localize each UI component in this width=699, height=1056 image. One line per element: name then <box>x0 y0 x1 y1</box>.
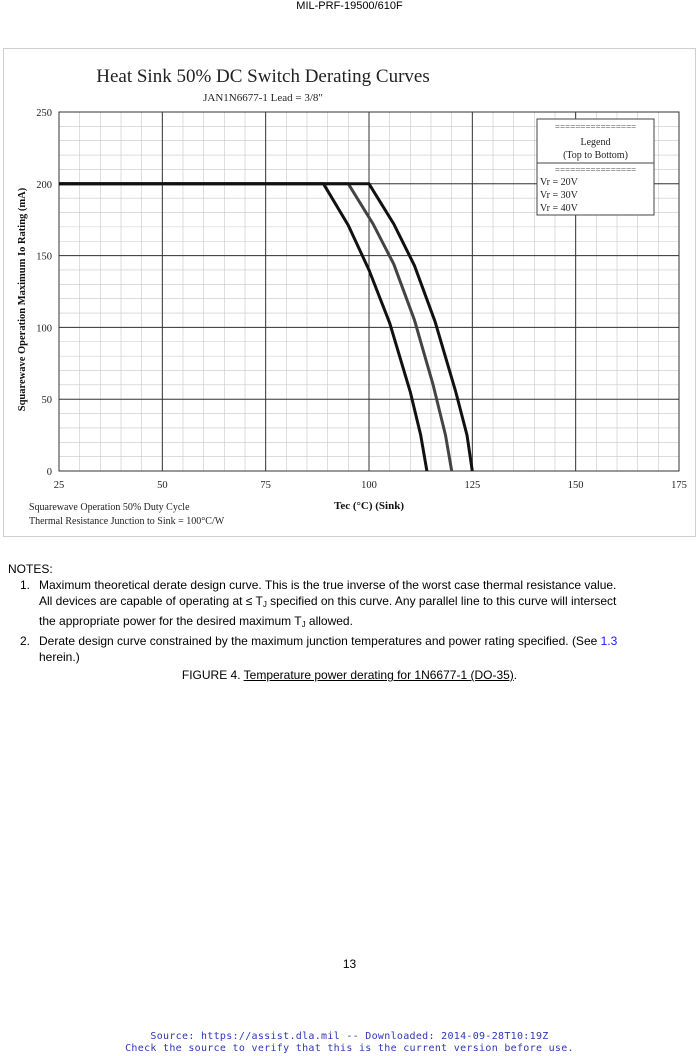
note-item-1 <box>8 577 698 633</box>
y-tick-label: 200 <box>36 179 52 191</box>
notes-section <box>8 561 698 665</box>
legend-separator-bottom: ================ <box>554 165 637 175</box>
legend-entry-vr30: Vr = 30V <box>540 190 578 201</box>
x-axis-label: Tec (°C) (Sink) <box>334 500 404 512</box>
legend-subtitle: (Top to Bottom) <box>563 150 628 161</box>
note-1-line-1: Maximum theoretical derate design curve. This is the true inverse of the worst case thermal resistance value. <box>39 578 617 592</box>
figure-caption: FIGURE 4. Temperature power derating for 1N6677-1 (DO-35). <box>181 668 518 682</box>
legend-entry-vr40: Vr = 40V <box>540 203 578 214</box>
x-tick-label: 25 <box>53 480 65 491</box>
chart-footnote-thermal-resistance: Thermal Resistance Junction to Sink = 100°C/W <box>29 516 225 527</box>
note-item-2 <box>8 633 698 665</box>
x-tick-label: 100 <box>361 480 377 491</box>
source-footer <box>0 1031 699 1055</box>
notes-heading: NOTES: <box>8 562 53 576</box>
source-line-2: Check the source to verify that this is the current version before use. <box>125 1043 574 1054</box>
x-tick-label: 75 <box>260 480 271 491</box>
note-number: 1. <box>20 578 31 592</box>
x-tick-label: 125 <box>464 480 481 491</box>
note-2-line-1: Derate design curve constrained by the maximum junction temperatures and power rating specified. (See 1.3 <box>39 634 618 648</box>
derating-chart <box>3 48 696 537</box>
chart-footnote-duty-cycle: Squarewave Operation 50% Duty Cycle <box>29 502 190 513</box>
chart-legend <box>537 119 654 215</box>
chart-canvas <box>4 49 697 538</box>
section-reference-link[interactable]: 1.3 <box>600 634 618 648</box>
y-tick-label: 100 <box>36 323 52 335</box>
x-tick-label: 50 <box>157 480 168 491</box>
note-2-line-2: herein.) <box>39 650 80 664</box>
page-number: 13 <box>342 957 357 971</box>
x-axis-tick-labels <box>54 480 687 491</box>
y-tick-label: 150 <box>36 251 52 263</box>
y-tick-label: 0 <box>46 467 52 478</box>
y-tick-label: 250 <box>36 108 52 119</box>
note-number: 2. <box>20 634 31 648</box>
document-id-header: MIL-PRF-19500/610F <box>296 0 403 12</box>
legend-title: Legend <box>580 137 611 148</box>
y-axis-label: Squarewave Operation Maximum Io Rating (mA) <box>17 187 28 412</box>
x-tick-label: 175 <box>671 480 687 491</box>
note-1-line-3: the appropriate power for the desired maximum $T_J$ allowed. <box>39 614 353 629</box>
chart-title: Heat Sink 50% DC Switch Derating Curves <box>96 66 430 87</box>
legend-separator-top: ================ <box>554 122 637 132</box>
note-1-line-2: All devices are capable of operating at ≤ $T_J$ specified on this curve. Any parallel line to this curve will intersect <box>39 594 617 609</box>
y-axis-tick-labels <box>36 108 52 478</box>
chart-subtitle: JAN1N6677-1 Lead = 3/8" <box>203 92 323 104</box>
figure-caption-title: Temperature power derating for 1N6677-1 (DO-35) <box>243 668 514 682</box>
x-tick-label: 150 <box>567 480 584 491</box>
source-line-1: Source: https://assist.dla.mil -- Downloaded: 2014-09-28T10:19Z <box>150 1031 549 1042</box>
legend-entry-vr20: Vr = 20V <box>540 177 578 188</box>
y-tick-label: 50 <box>41 395 52 407</box>
